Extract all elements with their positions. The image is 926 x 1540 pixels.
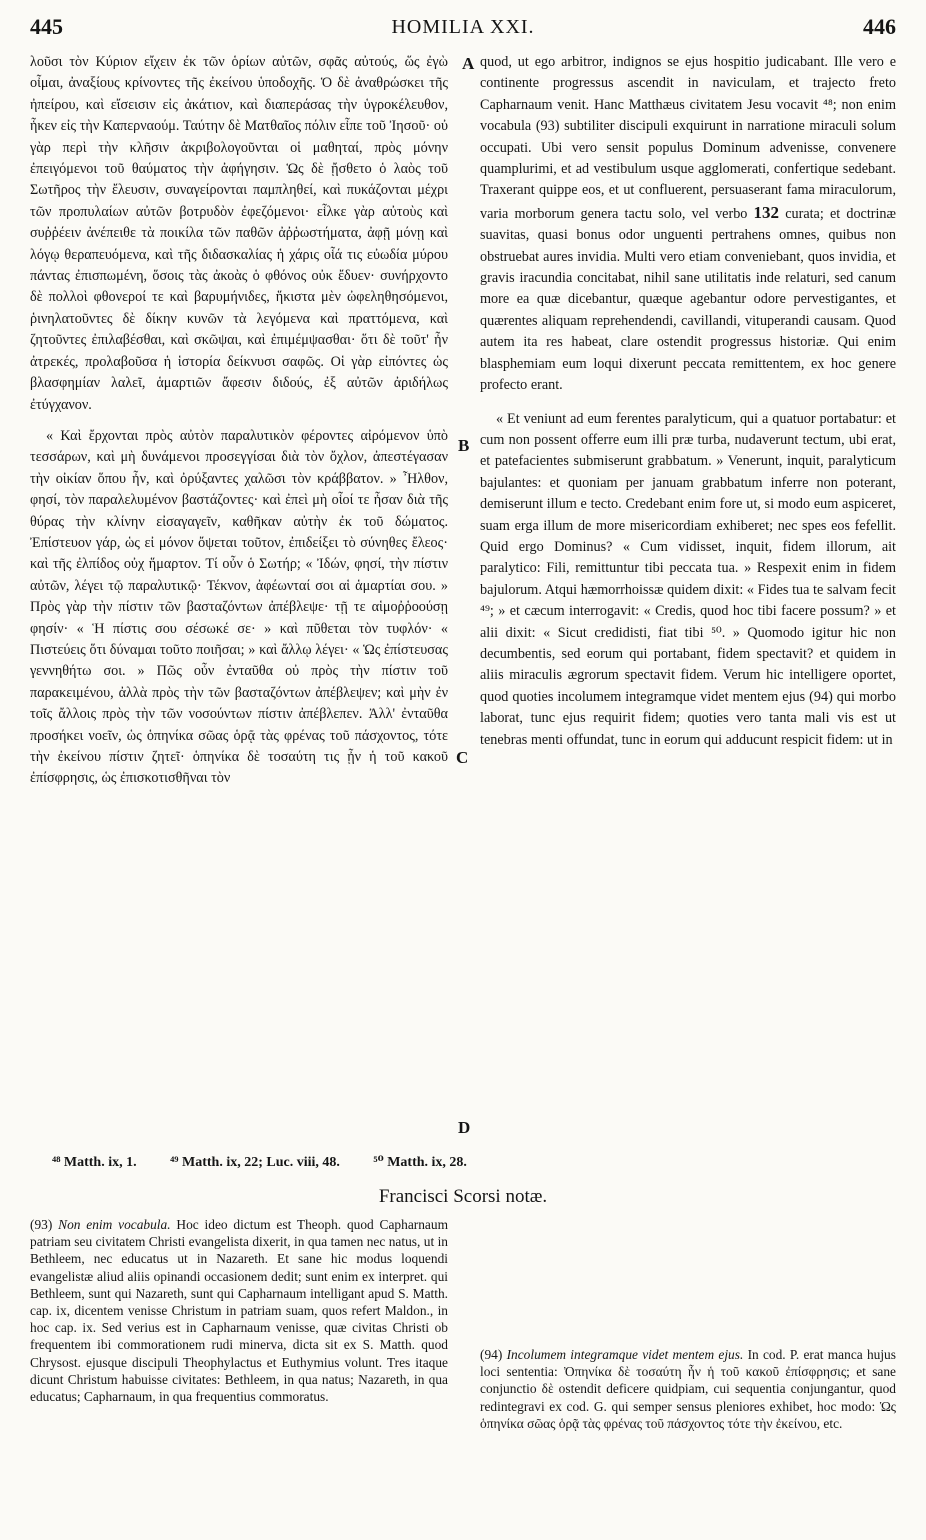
latin-paragraph-1-text: quod, ut ego arbitror, indignos se ejus hospitio judicabant. Ille vero e continente progressus ascendit in naviculam, et trajecto freto Capharnaum venit. Hanc Matthæus civitatem Jesu vocavit ⁴⁸; non enim vocabula (93) subtiliter discipuli exquirunt in narratione miraculi solum occupati. Ubi vero sensit populus Dominum advenisse, convenere quamplurimi, et ad vestibulum usque agglomerati, confertique sedebant. Traxerant quippe eos, et ut confluerent, persuaserant fama miraculorum, varia morborum genera tactu solo, vel verbo — [480, 54, 896, 222]
note-93-lemma: Non enim vocabula. — [58, 1217, 171, 1232]
note-94 — [480, 1216, 896, 1432]
latin-paragraph-1 — [480, 52, 896, 397]
footnote-48: ⁴⁸ Matth. ix, 1. — [52, 1155, 137, 1170]
note-93-label: (93) — [30, 1217, 53, 1232]
footnote-50: ⁵⁰ Matth. ix, 28. — [373, 1155, 467, 1170]
latin-paragraph-2: « Et veniunt ad eum ferentes paralyticum, qui a quatuor portabatur: et cum non possent offerre eum illi præ turba, nudaverunt tectum, ubi erat, et patefacientes submiserunt grabbatum. » Venerunt, inquit, paralyticum bajulantes: et quoniam per januam grabbatum inferre non poterant, demiserunt illum e tecto. Credebant enim fore ut, si modo eum aspiceret, suam erga illum de more misericordiam exhiberet; nec spes eos fefellit. Quid ergo Dominus? « Cum vidisset, inquit, fidem illorum, ait paralytico: Fili, remittuntur tibi peccata tua. » Respexit enim in fidem bajulorum. Atqui hæmorrhoissæ quidem dixit: « Fides tua te salvam fecit ⁴⁹; » et cæcum interrogavit: « Credis, quod hoc tibi facere possum? » et alii dixit: « Sicut credidisti, fiat tibi ⁵⁰. » Quomodo igitur hic non decumbentis, sed eorum qui portabant, fidem spectavit? et quidem in aliis miraculis ægrorum spectavit fidem. Verum hic intelligere oportet, quod quoties incolumem integramque videt mentem ejus (94) qui morbo laborat, tunc ejus requirit fidem; quoties vero tanta mali vis est ut tenebras menti offundat, tunc in eorum qui adducunt respicit fidem: ut in — [480, 410, 896, 748]
note-94-lemma: Incolumem integramque videt mentem ejus. — [506, 1347, 744, 1362]
greek-paragraph-2: « Καὶ ἔρχονται πρὸς αὐτὸν παραλυτικὸν φέροντες αἰρόμενον ὑπὸ τεσσάρων, καὶ μὴ δυνάμενοι προσεγγίσαι διὰ τὸν ὄχλον, ἀπεστέγασαν τὴν οἰκίαν ὅπου ἦν, καὶ ὀρύξαντες χαλῶσι τὸν κράββατον. » Ἦλθον, φησί, τὸν παραλελυμένον βαστάζοντες· καὶ ἐπεὶ μὴ οἷοί τε ἦσαν διὰ τῆς θύρας τὴν κλίνην εἰσαγαγεῖν, καθῆκαν αὐτὴν ἐκ τοῦ δώματος. Ἐπίστευον γάρ, ὡς εἰ μόνον ὄψεται τοῦτον, ἐπιδείξει τὸ σύνηθες ἔλεος· καὶ τῆς ἐλπίδος οὐχ ἥμαρτον. Τί οὖν ὁ Σωτήρ; « Ἰδών, φησί, τὴν πίστιν αὐτῶν, λέγει τῷ παραλυτικῷ· Τέκνον, ἀφέωνταί σοι αἱ ἁμαρτίαι σου. » Πρὸς γὰρ τὴν πίστιν τῶν βασταζόντων ἀπέβλεψε· τῇ τε αἱμοῤῥοούσῃ φησίν· « Ἡ πίστις σου σέσωκέ σε· » καὶ πῦθεται τὸν τυφλόν· « Πιστεύεις ὅτι δύναμαι τοῦτο ποιῆσαι; » καὶ ἄλλῳ λέγει· « Ὡς ἐπίστευσας γεννηθήτω σοι. » Πῶς οὖν ἐνταῦθα οὐ πρὸς τὴν πίστιν τοῦ παρακειμένου, ἀλλὰ πρὸς τὴν τῶν βασταζόντων ἀπέβλεψεν; καὶ μὴν ἐν τοῖς ἄλλοις πρὸς τὴν τῶν νοσούντων πίστιν ἀπέβλεπεν. Ἀλλ' ἐνταῦθα προσήκει νοεῖν, ὡς ὁπηνίκα σῶας ὁρᾷ τὰς φρένας τοῦ πάσχοντος, τότε τὴν ἐκείνου πίστιν ζητεῖ· ὁπηνίκα δὲ τοσαύτη τις ᾖν ἡ τοῦ κακοῦ ἐπίσφρησις, ὡς ἐπισκοτισθῆναι τὸν — [30, 427, 448, 787]
footnote-49: ⁴⁹ Matth. ix, 22; Luc. viii, 48. — [170, 1155, 340, 1170]
note-94-text: In cod. P. erat manca hujus loci sententia: Ὀπηνίκα δὲ τοσαύτη ἦν ἡ τοῦ κακοῦ ἐπίσφρησις; et sane conjunctio δὲ ostendit deficere quidpiam, cui sequentia conjungantur, quod redintegravi ex cod. G. qui semper sensus pleniores exhibet, hoc modo: Ὡς ὁπηνίκα σῶας ὁρᾷ τὰς φρένας τοῦ πάσχοντος τότε τὴν ἐκείνου, etc. — [480, 1347, 896, 1431]
note-93 — [30, 1216, 448, 1405]
latin-paragraph-1-continued: curata; et doctrinæ suavitas, quasi bonus odor unguenti pertrahens omnes, quibus non obstruebat aures invidia. Multi vero etiam conveniebant, quos invidia, et gravis iracundia concitabat, nihil sane utilitatis inde relaturi, sed canum more ea quæ dicebantur, quæque agebantur odore pervestigantes, et quærentes aliquam reprehendendi, cavillandi, vituperandi causam. Quod autem ita res habeat, clare ostendit progressus historiæ. Qui enim blasphemiam eum loqui dixerunt peccata remittentem, ex hoc genere profecto erant. — [480, 205, 896, 394]
greek-column — [30, 52, 448, 790]
page-number-left: 445 — [30, 14, 63, 39]
margin-letter-b: B — [458, 436, 470, 455]
notes-heading: Francisci Scorsi notæ. — [378, 1186, 548, 1207]
column-number: 132 — [753, 202, 780, 222]
running-title: HOMILIA XXI. — [391, 16, 535, 38]
biblical-references — [52, 1154, 896, 1171]
margin-letter-d: D — [458, 1118, 471, 1137]
note-94-label: (94) — [480, 1347, 503, 1362]
note-93-paragraph — [30, 1216, 448, 1405]
latin-column — [480, 52, 896, 751]
greek-paragraph-1: λοῦσι τὸν Κύριον εἴχειν ἐκ τῶν ὁρίων αὐτῶν, σφᾶς αὐτούς, ὥς ἐγὼ οἶμαι, ἀναξίους κρίνοντες τῆς ἐκείνου ὑποδοχῆς. Ὁ δὲ ἀναθρώσκει τῆς ἠπείρου, καὶ εἴσεισιν εἰς ἀκάτιον, καὶ διαπεράσας τὴν ὑγροκέλευθον, ἧκεν εἰς τὴν Καπερναούμ. Ταύτην δὲ Ματθαῖος πόλιν εἶπε τοῦ Ἰησοῦ· οὐ γὰρ περὶ τὴν κλῆσιν ἀκριβολογοῦνται οἱ μαθηταί, πρὸς μόνην ἐπειγόμενοι τοῦ θαύματος τὴν ἀφήγησιν. Ὡς δὲ ᾔσθετο ὁ λαὸς τοῦ Σωτῆρος τὴν ἔλευσιν, συναγείρονται παμπληθεί, καὶ πυκάζονται μέχρι τῶν προπυλαίων αὐτῶν βοτρυδὸν ἐφεζόμενοι· εἷλκε γὰρ αὐτοὺς καὶ συῤῥέειν ἀνέπειθε τὰ ποικίλα τῶν παθῶν ἀῤῥωστήματα, ἀφῇ μόνῃ καὶ λόγῳ θεραπευόμενα, καὶ τῆς διδασκαλίας ἡ χάρις οἷά τις εὐωδία μύρου πάντας ἐπισπωμένη, ὅσοις τὰς ἀκοὰς ὁ φθόνος οὐκ ἔδυεν· συνήρχοντο δὲ πολλοὶ φθονεροί τε καὶ βαρυμήνιδες, ἥκιστα μὲν ὠφεληθησόμενοι, ῥινηλατοῦντες δὲ δίκην κυνῶν τὰ λεγόμενα καὶ πραττόμενα, καὶ ζητοῦντες ἐπιλαβέσθαι, καὶ σκῶψαι, καὶ ἐπιμέμψασθαι· ὅτι δὲ τοῦτ' ἦν ἀτρεκές, προλαβοῦσα ἡ ἱστορία δείκνυσι σαφῶς. Οἱ γὰρ εἰπόντες ὡς βλασφημίαν λαλεῖ, ἁμαρτιῶν ἄφεσιν διδούς, ἐξ αὐτῶν ἀριδήλως ἐτύγχανον. — [30, 54, 448, 413]
margin-letter-c: C — [456, 748, 469, 767]
page-number-right: 446 — [863, 14, 896, 39]
page-header — [30, 14, 896, 44]
note-93-text: Hoc ideo dictum est Theoph. quod Capharnaum patriam seu civitatem Christi evangelista dixerit, in qua tamen nec natus, ut in Bethleem, nec educatus ut in Nazareth. Et sane hic modus loquendi evangelistæ aliud aliis opinandi occasionem dedit; sunt enim ex interpret. qui Bethleem, sunt qui Nazareth, sunt qui Capharnaum intelligant apud S. Matth. cap. ix, dicentem venisse Christum in patriam suam, quos refert Maldon., in hoc cap. ix. Sed verius est in Capharnaum venisse, quæ civitas Christi ob frequentem ibi commorationem rudi minerva, dicta sit ex S. Matth. quod Chrysost. ejusque discipuli Theophylactus et Euthymius volunt. Tres itaque dicunt Christum habuisse civitates: Bethleem, in qua natus; Nazareth, in qua educatus; Capharnaum, in qua frequentius commoratus. — [30, 1217, 448, 1405]
margin-letter-a: A — [462, 54, 475, 73]
note-94-paragraph — [480, 1346, 896, 1432]
